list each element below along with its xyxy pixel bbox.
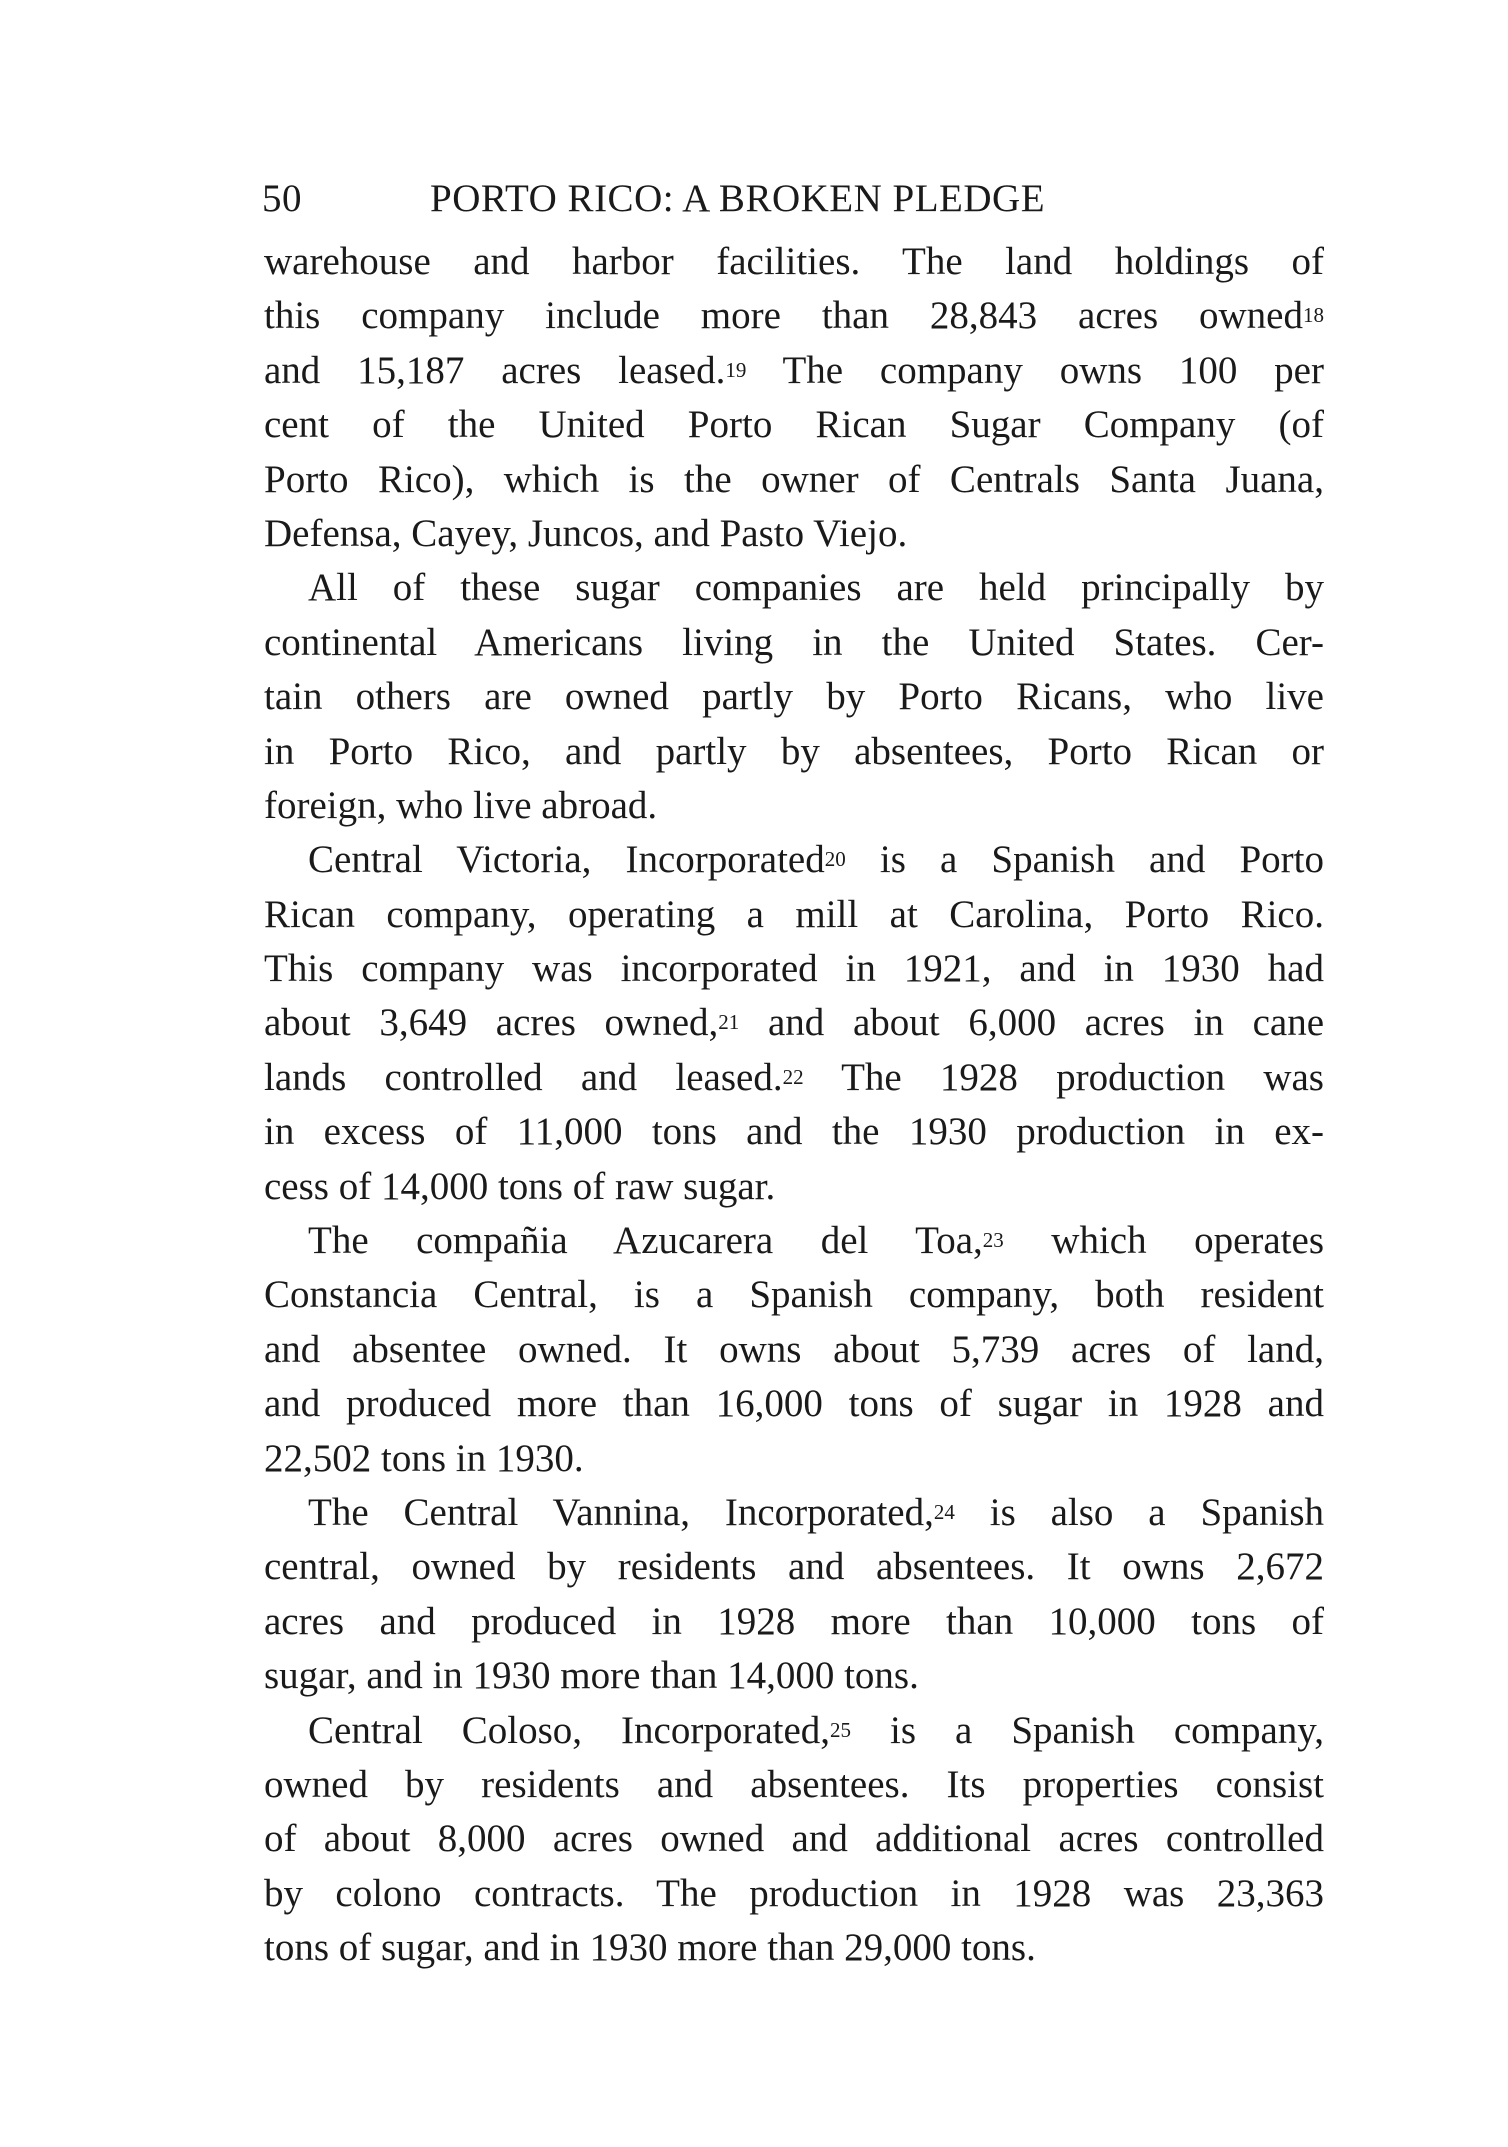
text-line: by colono contracts. The production in 1928 was 23,363 — [264, 1871, 1324, 1915]
text-line: in excess of 11,000 tons and the 1930 production in ex- — [264, 1110, 1324, 1154]
paragraph-2 — [264, 561, 1324, 833]
footnote-ref: 19 — [725, 357, 747, 382]
footnote-ref: 20 — [824, 847, 846, 872]
paragraph-6 — [264, 1704, 1324, 1976]
footnote-ref: 21 — [718, 1010, 740, 1035]
text-line: central, owned by residents and absentees. It owns 2,672 — [264, 1545, 1324, 1589]
text-line: tons of sugar, and in 1930 more than 29,000 tons. — [264, 1926, 1036, 1970]
footnote-ref: 25 — [830, 1717, 852, 1742]
text-line: The compañia Azucarera del Toa,$^{23}$ which operates — [308, 1219, 1324, 1263]
footnote-ref: 18 — [1303, 303, 1324, 328]
footnote-ref: 22 — [782, 1064, 804, 1089]
text-line: in Porto Rico, and partly by absentees, Porto Rican or — [264, 729, 1324, 773]
text-line: of about 8,000 acres owned and additional acres controlled — [264, 1817, 1324, 1861]
text-line: and 15,187 acres leased.$^{19}$ The company owns 100 per — [264, 348, 1324, 392]
text-line: 22,502 tons in 1930. — [264, 1436, 584, 1480]
text-line: cess of 14,000 tons of raw sugar. — [264, 1164, 776, 1208]
text-line: foreign, who live abroad. — [264, 783, 658, 827]
text-line: Central Victoria, Incorporated$^{20}$ is a Spanish and Porto — [308, 838, 1324, 882]
paragraph-5 — [264, 1486, 1324, 1704]
text-line: Porto Rico), which is the owner of Centrals Santa Juana, — [264, 457, 1324, 501]
text-line: and produced more than 16,000 tons of sugar in 1928 and — [264, 1382, 1324, 1426]
page-number: 50 — [262, 177, 302, 220]
footnote-ref: 23 — [982, 1228, 1004, 1253]
text-line: this company include more than 28,843 acres owned$^{18}$ — [264, 294, 1324, 338]
text-line: cent of the United Porto Rican Sugar Company (of — [264, 403, 1324, 447]
running-title: PORTO RICO: A BROKEN PLEDGE — [430, 177, 1046, 220]
text-line: This company was incorporated in 1921, and in 1930 had — [264, 947, 1324, 991]
body-text — [264, 235, 1324, 1976]
text-line: All of these sugar companies are held principally by — [308, 566, 1324, 610]
text-line: The Central Vannina, Incorporated,$^{24}$ is also a Spanish — [308, 1490, 1324, 1534]
paragraph-3 — [264, 833, 1324, 1214]
text-line: sugar, and in 1930 more than 14,000 tons. — [264, 1654, 919, 1698]
text-line: about 3,649 acres owned,$^{21}$ and about 6,000 acres in cane — [264, 1001, 1324, 1045]
text-line: Rican company, operating a mill at Carolina, Porto Rico. — [264, 892, 1324, 936]
text-line: Central Coloso, Incorporated,$^{25}$ is a Spanish company, — [308, 1708, 1324, 1752]
text-line: and absentee owned. It owns about 5,739 acres of land, — [264, 1327, 1324, 1371]
text-line: tain others are owned partly by Porto Ricans, who live — [264, 675, 1324, 719]
paragraph-1 — [264, 235, 1324, 561]
text-line: owned by residents and absentees. Its properties consist — [264, 1762, 1324, 1806]
paragraph-4 — [264, 1214, 1324, 1486]
running-header — [262, 172, 1322, 226]
text-line: Constancia Central, is a Spanish company, both resident — [264, 1273, 1324, 1317]
text-line: lands controlled and leased.$^{22}$ The 1928 production was — [264, 1055, 1324, 1099]
text-line: Defensa, Cayey, Juncos, and Pasto Viejo. — [264, 511, 908, 555]
footnote-ref: 24 — [933, 1499, 955, 1524]
text-line: acres and produced in 1928 more than 10,000 tons of — [264, 1599, 1324, 1643]
text-line: continental Americans living in the United States. Cer- — [264, 620, 1324, 664]
text-line: warehouse and harbor facilities. The land holdings of — [264, 240, 1324, 283]
